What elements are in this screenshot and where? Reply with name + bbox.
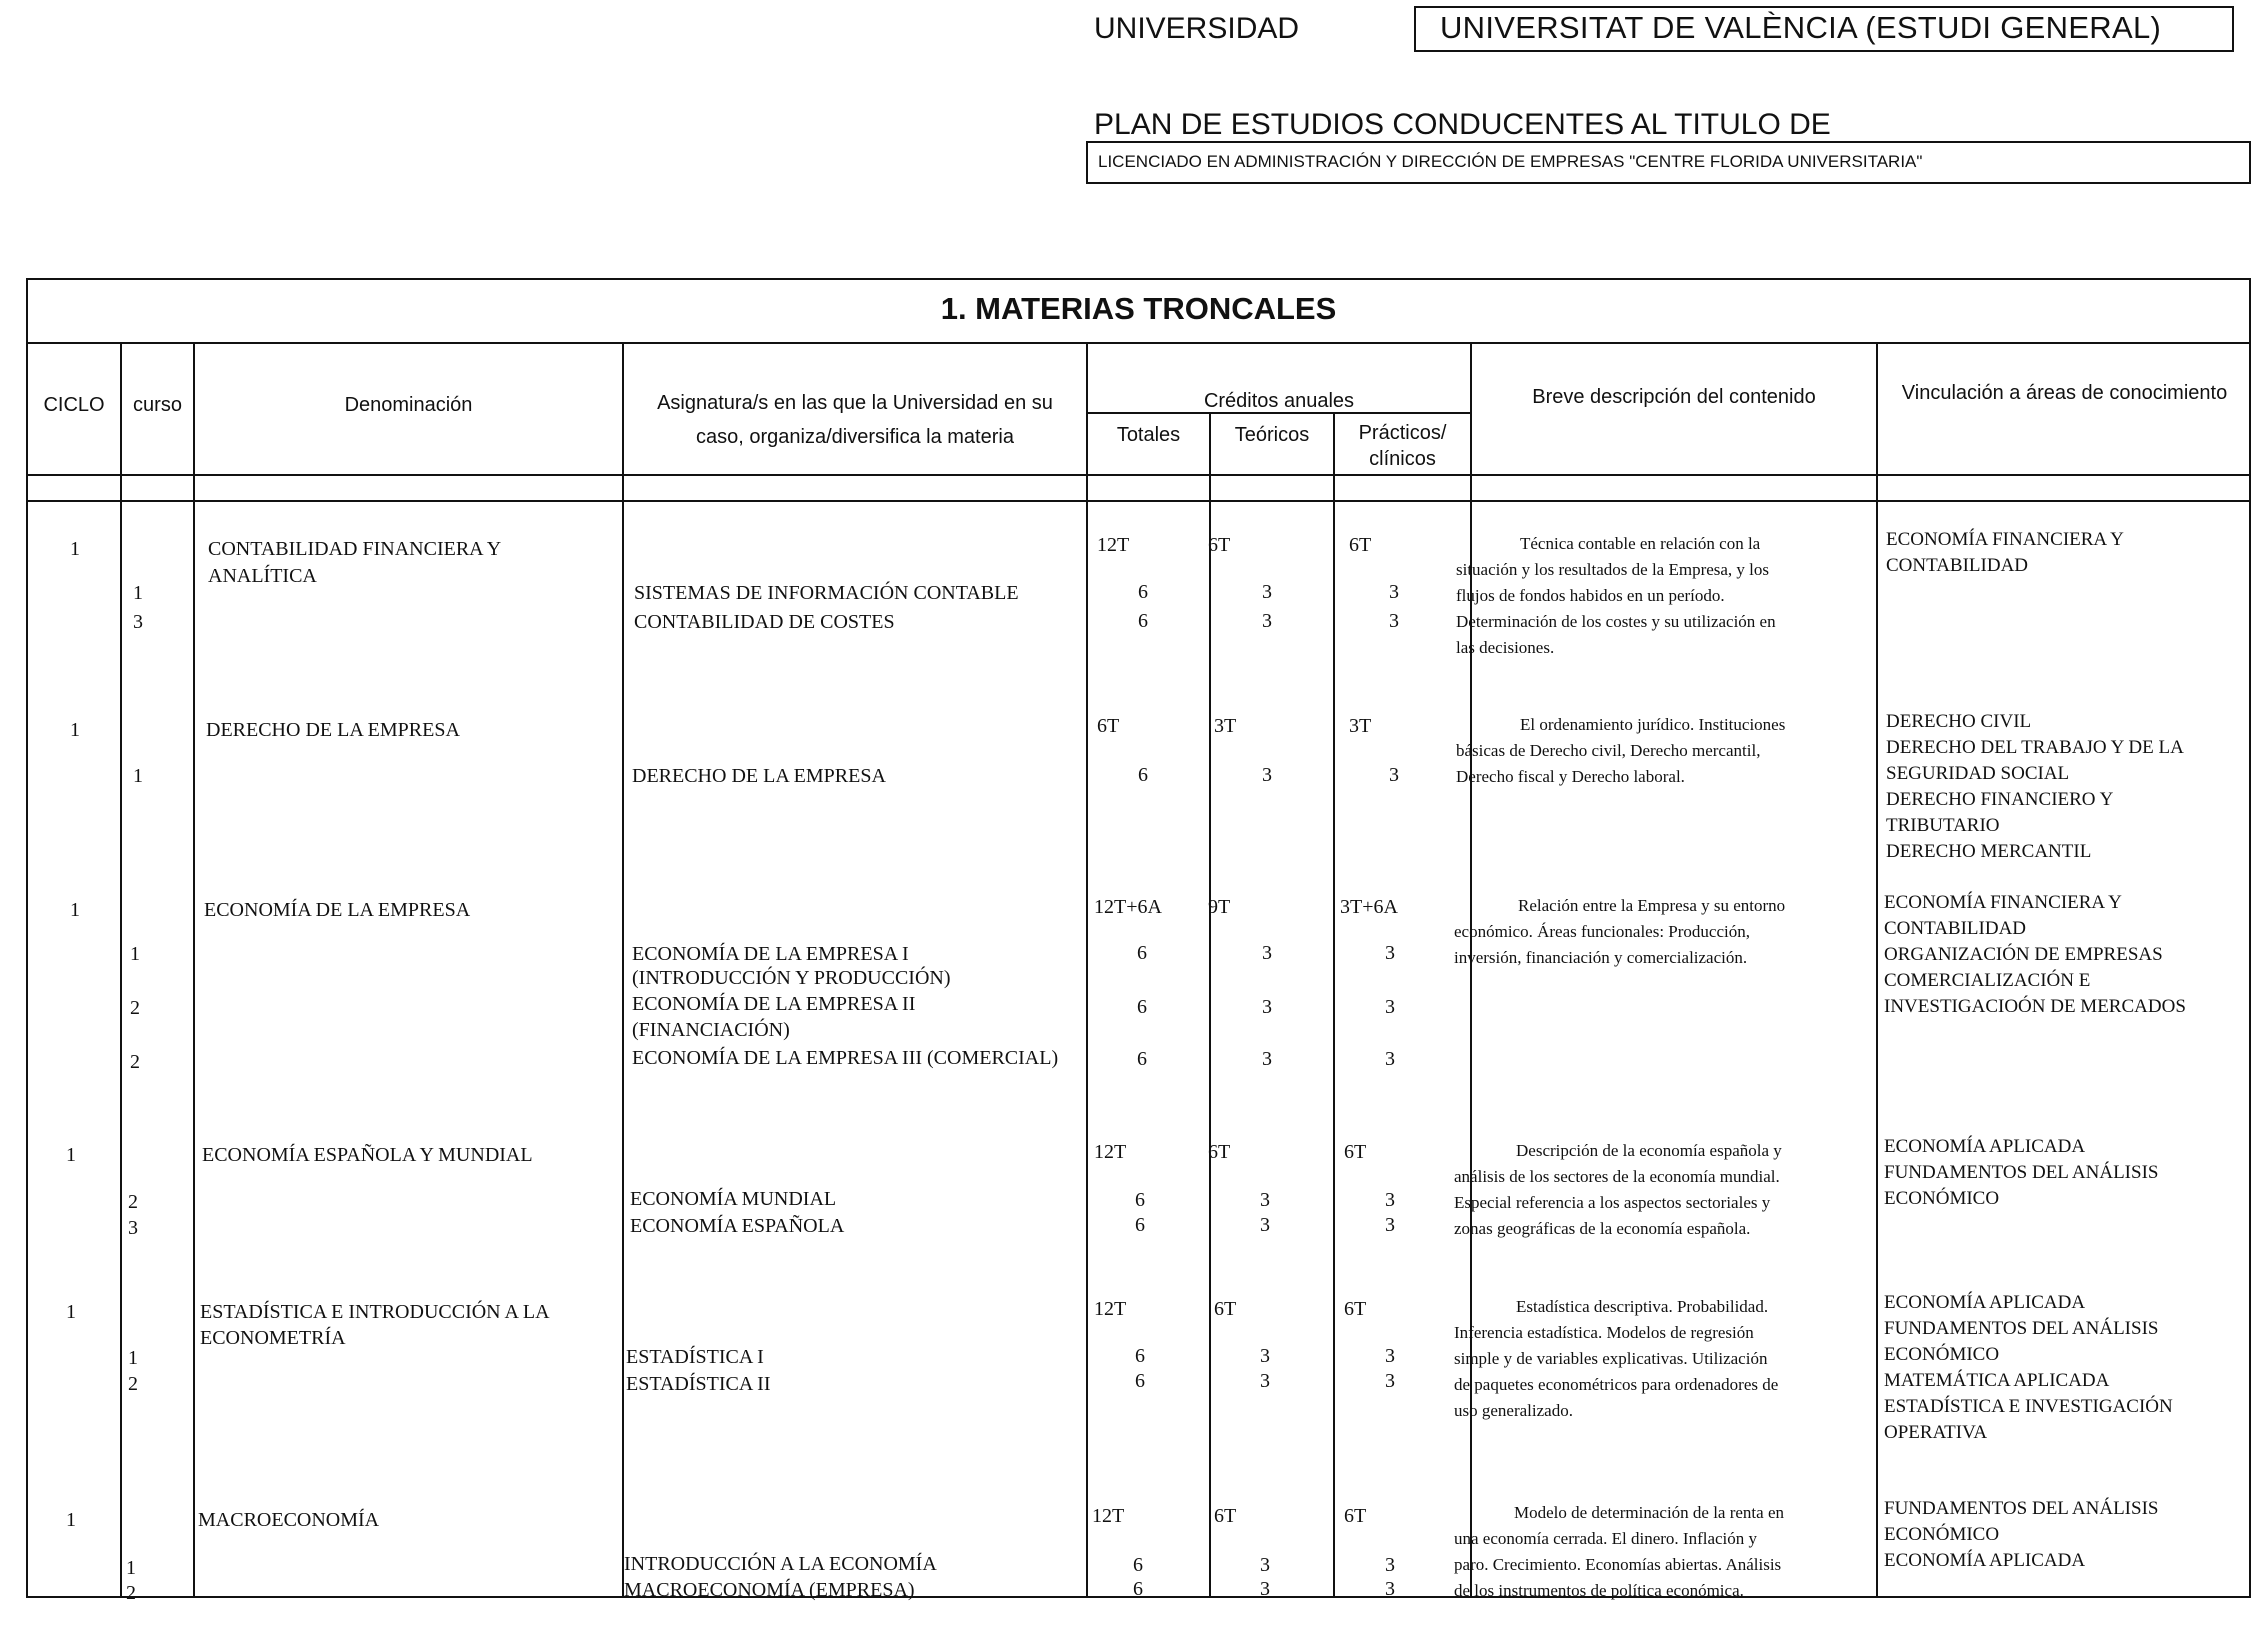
materia-ciclo: 1 xyxy=(70,538,80,560)
materia-area: ECONOMÍA FINANCIERA Y xyxy=(1884,892,2122,913)
asignatura-curso: 1 xyxy=(133,765,143,787)
col-divider-6 xyxy=(1333,412,1335,1598)
asignatura-totales: 6 xyxy=(1135,1345,1145,1367)
asignatura-practicos: 3 xyxy=(1385,1048,1395,1070)
asignatura-nombre: MACROECONOMÍA (EMPRESA) xyxy=(624,1579,915,1601)
materia-teoricos: 6T xyxy=(1208,1141,1231,1163)
asignatura-curso: 3 xyxy=(128,1217,138,1239)
asignatura-teoricos: 3 xyxy=(1262,581,1272,603)
asignatura-practicos: 3 xyxy=(1385,1578,1395,1600)
materia-practicos: 6T xyxy=(1344,1141,1367,1163)
materia-descripcion: El ordenamiento jurídico. Instituciones xyxy=(1520,715,1786,734)
materia-descripcion: Relación entre la Empresa y su entorno xyxy=(1518,896,1786,915)
materia-descripcion: Especial referencia a los aspectos sectoriales y xyxy=(1454,1193,1771,1212)
asignatura-curso: 2 xyxy=(128,1373,138,1395)
asignatura-practicos: 3 xyxy=(1385,1370,1395,1392)
col-header-practicos-line2: clínicos xyxy=(1369,448,1436,470)
asignatura-nombre: CONTABILIDAD DE COSTES xyxy=(634,611,895,633)
materia-descripcion: simple y de variables explicativas. Utilización xyxy=(1454,1349,1768,1368)
materia-ciclo: 1 xyxy=(70,719,80,741)
asignatura-nombre: ECONOMÍA DE LA EMPRESA III (COMERCIAL) xyxy=(632,1047,1059,1069)
materia-area: DERECHO CIVIL xyxy=(1886,711,2032,732)
asignatura-totales: 6 xyxy=(1138,610,1148,632)
materia-area: ECONÓMICO xyxy=(1884,1344,2000,1365)
materia-descripcion: de paquetes econométricos para ordenadores de xyxy=(1454,1375,1779,1394)
materia-ciclo: 1 xyxy=(66,1509,76,1531)
col-divider-1 xyxy=(120,342,122,1598)
materia-practicos: 6T xyxy=(1349,534,1372,556)
materia-descripcion: análisis de los sectores de la economía mundial. xyxy=(1454,1167,1780,1186)
materia-descripcion: una economía cerrada. El dinero. Inflación y xyxy=(1454,1529,1758,1548)
materia-area: ECONÓMICO xyxy=(1884,1188,2000,1209)
materia-teoricos: 9T xyxy=(1208,896,1231,918)
plan-title: LICENCIADO EN ADMINISTRACIÓN Y DIRECCIÓN DE EMPRESAS "CENTRE FLORIDA UNIVERSITARIA" xyxy=(1098,152,1923,171)
materia-totales: 12T xyxy=(1094,1298,1127,1320)
materia-area: DERECHO DEL TRABAJO Y DE LA xyxy=(1886,737,2184,758)
materia-denominacion: ESTADÍSTICA E INTRODUCCIÓN A LA xyxy=(200,1301,550,1323)
materia-practicos: 6T xyxy=(1344,1298,1367,1320)
asignatura-totales: 6 xyxy=(1135,1370,1145,1392)
materia-teoricos: 6T xyxy=(1214,1298,1237,1320)
materia-descripcion: las decisiones. xyxy=(1456,638,1555,657)
asignatura-totales: 6 xyxy=(1137,1048,1147,1070)
col-divider-2 xyxy=(193,342,195,1598)
materia-denominacion: CONTABILIDAD FINANCIERA Y xyxy=(208,538,502,560)
materia-ciclo: 1 xyxy=(66,1144,76,1166)
asignatura-practicos: 3 xyxy=(1389,610,1399,632)
materia-totales: 12T xyxy=(1094,1141,1127,1163)
materia-descripcion: Descripción de la economía española y xyxy=(1516,1141,1782,1160)
asignatura-nombre: ECONOMÍA MUNDIAL xyxy=(630,1188,837,1210)
asignatura-curso: 2 xyxy=(128,1191,138,1213)
materia-descripcion: Estadística descriptiva. Probabilidad. xyxy=(1516,1297,1769,1316)
materia-area: DERECHO FINANCIERO Y xyxy=(1886,789,2114,810)
asignatura-teoricos: 3 xyxy=(1262,610,1272,632)
materia-area: ECONOMÍA APLICADA xyxy=(1884,1292,2086,1313)
materia-denominacion: ECONOMETRÍA xyxy=(200,1327,346,1349)
col-header-practicos-line1: Prácticos/ xyxy=(1358,422,1447,444)
materia-denominacion: ECONOMÍA ESPAÑOLA Y MUNDIAL xyxy=(202,1144,533,1166)
materia-denominacion: ANALÍTICA xyxy=(208,565,317,587)
asignatura-totales: 6 xyxy=(1135,1214,1145,1236)
materia-area: CONTABILIDAD xyxy=(1886,555,2029,576)
asignatura-teoricos: 3 xyxy=(1260,1578,1270,1600)
materia-denominacion: DERECHO DE LA EMPRESA xyxy=(206,719,460,741)
asignatura-curso: 3 xyxy=(133,611,143,633)
asignatura-practicos: 3 xyxy=(1385,1345,1395,1367)
materia-area: CONTABILIDAD xyxy=(1884,918,2027,939)
materia-descripcion: de los instrumentos de política económica. xyxy=(1454,1581,1744,1600)
asignatura-nombre: ECONOMÍA ESPAÑOLA xyxy=(630,1215,845,1237)
materia-ciclo: 1 xyxy=(70,899,80,921)
materia-descripcion: Derecho fiscal y Derecho laboral. xyxy=(1456,767,1685,786)
materia-totales: 12T+6A xyxy=(1094,896,1162,918)
asignatura-teoricos: 3 xyxy=(1262,1048,1272,1070)
materia-teoricos: 6T xyxy=(1214,1505,1237,1527)
col-header-teoricos: Teóricos xyxy=(1234,424,1310,446)
asignatura-curso: 1 xyxy=(126,1557,136,1579)
asignatura-curso: 2 xyxy=(130,997,140,1019)
materia-descripcion: Técnica contable en relación con la xyxy=(1520,534,1761,553)
asignatura-totales: 6 xyxy=(1133,1554,1143,1576)
asignatura-nombre-cont: (FINANCIACIÓN) xyxy=(632,1019,790,1041)
col-header-asignaturas-line2: caso, organiza/diversifica la materia xyxy=(696,426,1014,448)
asignatura-teoricos: 3 xyxy=(1260,1554,1270,1576)
asignatura-totales: 6 xyxy=(1133,1578,1143,1600)
university-name: UNIVERSITAT DE VALÈNCIA (ESTUDI GENERAL) xyxy=(1440,10,2162,45)
materia-area: FUNDAMENTOS DEL ANÁLISIS xyxy=(1884,1498,2159,1519)
asignatura-practicos: 3 xyxy=(1385,1189,1395,1211)
col-divider-8 xyxy=(1876,342,1878,1598)
materia-area: FUNDAMENTOS DEL ANÁLISIS xyxy=(1884,1318,2159,1339)
materia-teoricos: 6T xyxy=(1208,534,1231,556)
asignatura-nombre: ESTADÍSTICA I xyxy=(626,1346,764,1368)
materia-practicos: 3T+6A xyxy=(1340,896,1398,918)
asignatura-practicos: 3 xyxy=(1385,996,1395,1018)
asignatura-curso: 1 xyxy=(133,582,143,604)
asignatura-practicos: 3 xyxy=(1385,1554,1395,1576)
asignatura-nombre: ECONOMÍA DE LA EMPRESA I xyxy=(632,943,909,965)
asignatura-nombre: ECONOMÍA DE LA EMPRESA II xyxy=(632,993,916,1015)
materia-descripcion: Inferencia estadística. Modelos de regresión xyxy=(1454,1323,1754,1342)
materia-area: DERECHO MERCANTIL xyxy=(1886,841,2092,862)
materia-area: ORGANIZACIÓN DE EMPRESAS xyxy=(1884,944,2163,965)
materia-descripcion: paro. Crecimiento. Economías abiertas. Análisis xyxy=(1454,1555,1782,1574)
header-bottom-line xyxy=(26,474,2251,476)
col-divider-3 xyxy=(622,342,624,1598)
title-divider xyxy=(26,342,2251,344)
asignatura-teoricos: 3 xyxy=(1262,996,1272,1018)
materia-ciclo: 1 xyxy=(66,1301,76,1323)
asignatura-nombre: DERECHO DE LA EMPRESA xyxy=(632,765,886,787)
asignatura-curso: 2 xyxy=(130,1051,140,1073)
materia-descripcion: situación y los resultados de la Empresa, y los xyxy=(1456,560,1770,579)
materia-area: ECONOMÍA APLICADA xyxy=(1884,1550,2086,1571)
materia-descripcion: Determinación de los costes y su utilización en xyxy=(1456,612,1776,631)
materia-area: TRIBUTARIO xyxy=(1886,815,2000,836)
asignatura-totales: 6 xyxy=(1135,1189,1145,1211)
asignatura-nombre: INTRODUCCIÓN A LA ECONOMÍA xyxy=(624,1553,937,1575)
body-top-line xyxy=(26,500,2251,502)
materia-area: ECONOMÍA APLICADA xyxy=(1884,1136,2086,1157)
materia-descripcion: básicas de Derecho civil, Derecho mercantil, xyxy=(1456,741,1761,760)
materia-practicos: 6T xyxy=(1344,1505,1367,1527)
asignatura-teoricos: 3 xyxy=(1262,942,1272,964)
plan-label: PLAN DE ESTUDIOS CONDUCENTES AL TITULO DE xyxy=(1094,108,1831,141)
col-divider-5 xyxy=(1209,412,1211,1598)
asignatura-teoricos: 3 xyxy=(1260,1370,1270,1392)
col-header-vinculacion: Vinculación a áreas de conocimiento xyxy=(1901,382,2228,404)
university-label: UNIVERSIDAD xyxy=(1094,12,1300,45)
asignatura-practicos: 3 xyxy=(1385,942,1395,964)
asignatura-nombre: SISTEMAS DE INFORMACIÓN CONTABLE xyxy=(634,582,1019,604)
asignatura-totales: 6 xyxy=(1138,581,1148,603)
asignatura-teoricos: 3 xyxy=(1260,1214,1270,1236)
materia-descripcion: zonas geográficas de la economía española. xyxy=(1454,1219,1751,1238)
materia-practicos: 3T xyxy=(1349,715,1372,737)
materia-denominacion: MACROECONOMÍA xyxy=(198,1509,380,1531)
asignatura-curso: 1 xyxy=(130,943,140,965)
col-header-asignaturas-line1: Asignatura/s en las que la Universidad en su xyxy=(657,392,1053,414)
asignatura-practicos: 3 xyxy=(1385,1214,1395,1236)
materia-denominacion: ECONOMÍA DE LA EMPRESA xyxy=(204,899,471,921)
col-header-creditos: Créditos anuales xyxy=(1203,390,1355,412)
col-header-ciclo: CICLO xyxy=(43,394,105,416)
materia-descripcion: flujos de fondos habidos en un período. xyxy=(1456,586,1725,605)
materia-area: ECONOMÍA FINANCIERA Y xyxy=(1886,529,2124,550)
materia-area: ECONÓMICO xyxy=(1884,1524,2000,1545)
materia-descripcion: Modelo de determinación de la renta en xyxy=(1514,1503,1784,1522)
materia-descripcion: uso generalizado. xyxy=(1454,1401,1573,1420)
section-title: 1. MATERIAS TRONCALES xyxy=(940,291,1337,326)
materia-area: FUNDAMENTOS DEL ANÁLISIS xyxy=(1884,1162,2159,1183)
materia-teoricos: 3T xyxy=(1214,715,1237,737)
asignatura-teoricos: 3 xyxy=(1260,1345,1270,1367)
asignatura-nombre: ESTADÍSTICA II xyxy=(626,1373,771,1395)
materia-area: COMERCIALIZACIÓN E xyxy=(1884,970,2091,991)
asignatura-curso: 1 xyxy=(128,1347,138,1369)
col-header-denominacion: Denominación xyxy=(344,394,473,416)
materia-area: INVESTIGACIOÓN DE MERCADOS xyxy=(1884,996,2186,1017)
asignatura-teoricos: 3 xyxy=(1260,1189,1270,1211)
col-divider-4 xyxy=(1086,342,1088,1598)
col-header-descripcion: Breve descripción del contenido xyxy=(1532,386,1816,408)
materia-totales: 6T xyxy=(1097,715,1120,737)
asignatura-practicos: 3 xyxy=(1389,581,1399,603)
asignatura-totales: 6 xyxy=(1137,942,1147,964)
asignatura-totales: 6 xyxy=(1138,764,1148,786)
materia-descripcion: económico. Áreas funcionales: Producción, xyxy=(1454,922,1750,941)
asignatura-curso: 2 xyxy=(126,1582,136,1604)
materia-area: OPERATIVA xyxy=(1884,1422,1988,1443)
col-header-totales: Totales xyxy=(1116,424,1181,446)
asignatura-totales: 6 xyxy=(1137,996,1147,1018)
materia-totales: 12T xyxy=(1092,1505,1125,1527)
asignatura-teoricos: 3 xyxy=(1262,764,1272,786)
materia-totales: 12T xyxy=(1097,534,1130,556)
materia-area: MATEMÁTICA APLICADA xyxy=(1884,1370,2110,1391)
materia-area: SEGURIDAD SOCIAL xyxy=(1886,763,2070,784)
col-header-curso: curso xyxy=(133,394,182,416)
materia-area: ESTADÍSTICA E INVESTIGACIÓN xyxy=(1884,1396,2173,1417)
materia-descripcion: inversión, financiación y comercialización. xyxy=(1454,948,1748,967)
asignatura-nombre-cont: (INTRODUCCIÓN Y PRODUCCIÓN) xyxy=(632,967,951,989)
asignatura-practicos: 3 xyxy=(1389,764,1399,786)
